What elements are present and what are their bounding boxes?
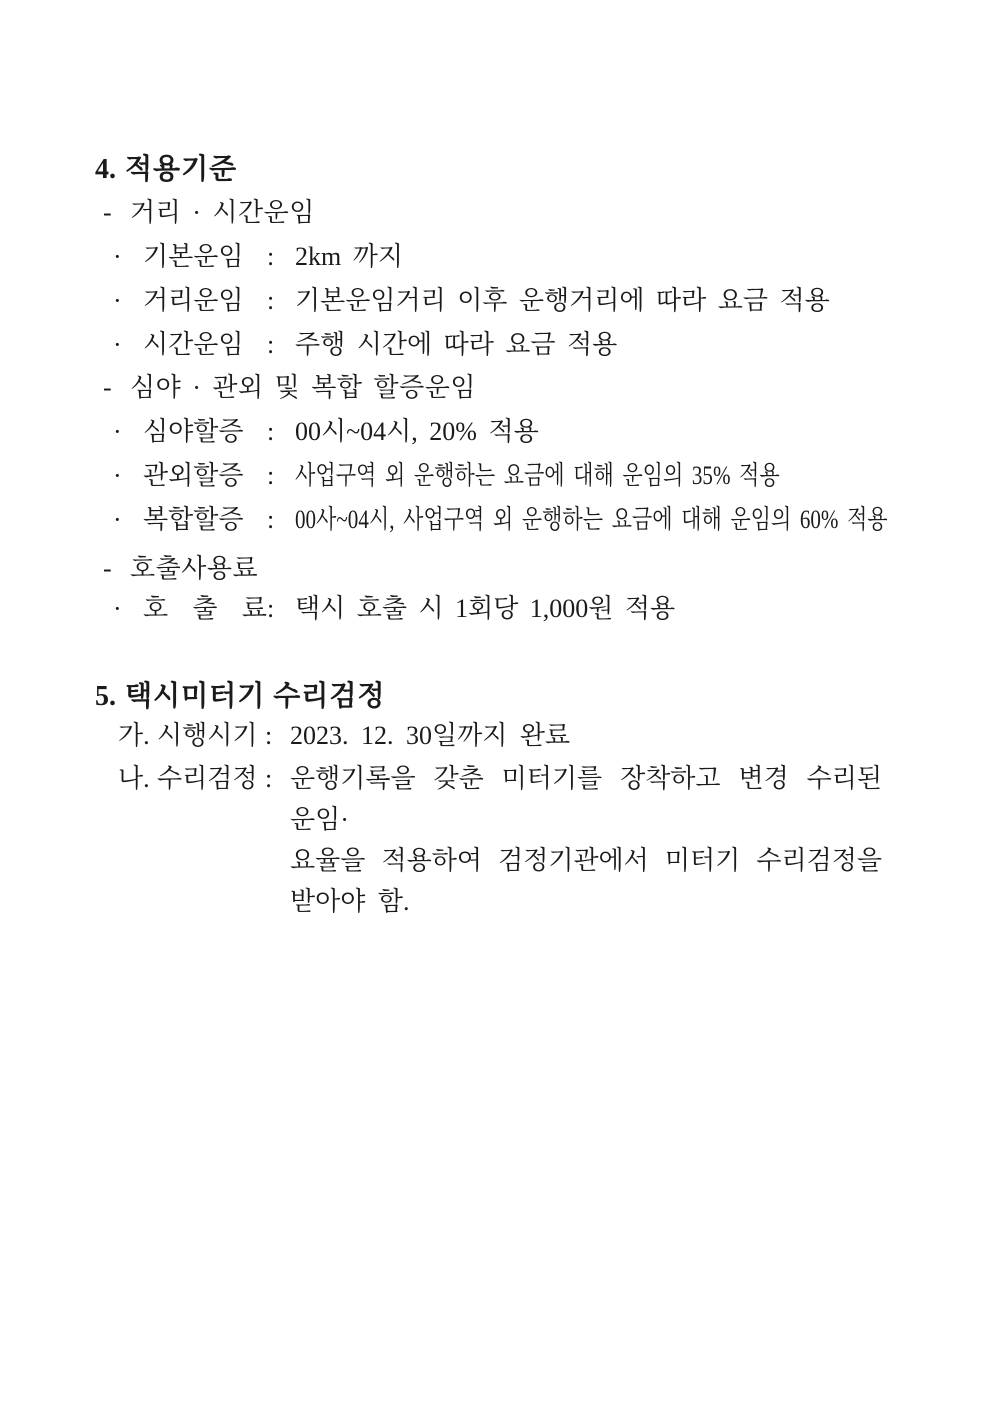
- colon-separator: :: [265, 764, 273, 793]
- fare-value: 사업구역 외 운행하는 요금에 대해 운임의 35% 적용: [295, 461, 780, 490]
- fare-label: 심야할증: [143, 417, 244, 446]
- item-value-line: 받아야 함.: [290, 887, 410, 916]
- colon-separator: :: [267, 330, 275, 359]
- fare-value: 주행 시간에 따라 요금 적용: [295, 330, 618, 359]
- section-5-title: 택시미터기 수리검정: [125, 681, 386, 712]
- fare-line-call-fee: [0, 592, 675, 626]
- dot-marker: ·: [113, 242, 122, 271]
- dot-marker: ·: [113, 330, 122, 359]
- section-4-heading: [0, 153, 237, 187]
- fare-line-text: 심야 · 관외 및 복합 할증운임: [130, 373, 476, 402]
- item-label: 시행시기: [157, 721, 258, 750]
- dash-marker: -: [103, 554, 112, 583]
- fare-value: 택시 호출 시 1회당 1,000원 적용: [295, 594, 676, 623]
- meter-item-schedule: [0, 719, 570, 753]
- fare-line-surcharge-group: [0, 371, 476, 405]
- colon-separator: :: [267, 505, 275, 534]
- fare-label: 복합할증: [143, 505, 244, 534]
- fare-label: 기본운임: [143, 242, 244, 271]
- colon-separator: :: [265, 721, 273, 750]
- dot-marker: ·: [113, 417, 122, 446]
- colon-separator: :: [267, 417, 275, 446]
- section-4-number: 4.: [95, 154, 116, 185]
- item-marker: 나.: [118, 764, 150, 793]
- colon-separator: :: [267, 242, 275, 271]
- fare-value: 기본운임거리 이후 운행거리에 따라 요금 적용: [295, 286, 830, 315]
- colon-separator: :: [267, 461, 275, 490]
- fare-value: 00사~04시, 사업구역 외 운행하는 요금에 대해 운임의 60% 적용: [295, 505, 888, 534]
- fare-line-call-fee-group: [0, 552, 258, 586]
- fare-value: 00시~04시, 20% 적용: [295, 417, 539, 446]
- fare-line-base-fare: [0, 240, 403, 274]
- fare-line-time-fare: [0, 328, 617, 362]
- dash-marker: -: [103, 198, 112, 227]
- fare-line-distance-time: [0, 196, 315, 230]
- colon-separator: :: [267, 594, 275, 623]
- item-value-line: 요율을 적용하여 검정기관에서 미터기 수리검정을: [290, 846, 882, 875]
- fare-line-outside-area-surcharge: [0, 459, 893, 493]
- dot-marker: ·: [113, 594, 122, 623]
- fare-line-distance-fare: [0, 284, 830, 318]
- meter-item-inspection: [0, 758, 882, 922]
- item-marker: 가.: [118, 721, 150, 750]
- fare-line-text: 호출사용료: [130, 554, 259, 583]
- fare-line-night-surcharge: [0, 415, 539, 449]
- dash-marker: -: [103, 373, 112, 402]
- colon-separator: :: [267, 286, 275, 315]
- item-value: 2023. 12. 30일까지 완료: [290, 721, 571, 750]
- fare-label: 시간운임: [143, 330, 244, 359]
- fare-line-text: 거리 · 시간운임: [130, 198, 315, 227]
- fare-value: 2km 까지: [295, 242, 403, 271]
- dot-marker: ·: [113, 461, 122, 490]
- section-5-number: 5.: [95, 681, 116, 712]
- item-value-line: 운행기록을 갖춘 미터기를 장착하고 변경 수리된 운임·: [290, 764, 882, 834]
- item-value-multiline: [290, 758, 882, 922]
- dot-marker: ·: [113, 286, 122, 315]
- fare-label: 호 출 료: [143, 594, 267, 623]
- section-5-heading: [0, 680, 385, 714]
- fare-label: 거리운임: [143, 286, 244, 315]
- section-4-title: 적용기준: [125, 154, 238, 185]
- fare-line-combined-surcharge: [0, 503, 992, 537]
- fare-label: 관외할증: [143, 461, 244, 490]
- dot-marker: ·: [113, 505, 122, 534]
- item-label: 수리검정: [157, 764, 258, 793]
